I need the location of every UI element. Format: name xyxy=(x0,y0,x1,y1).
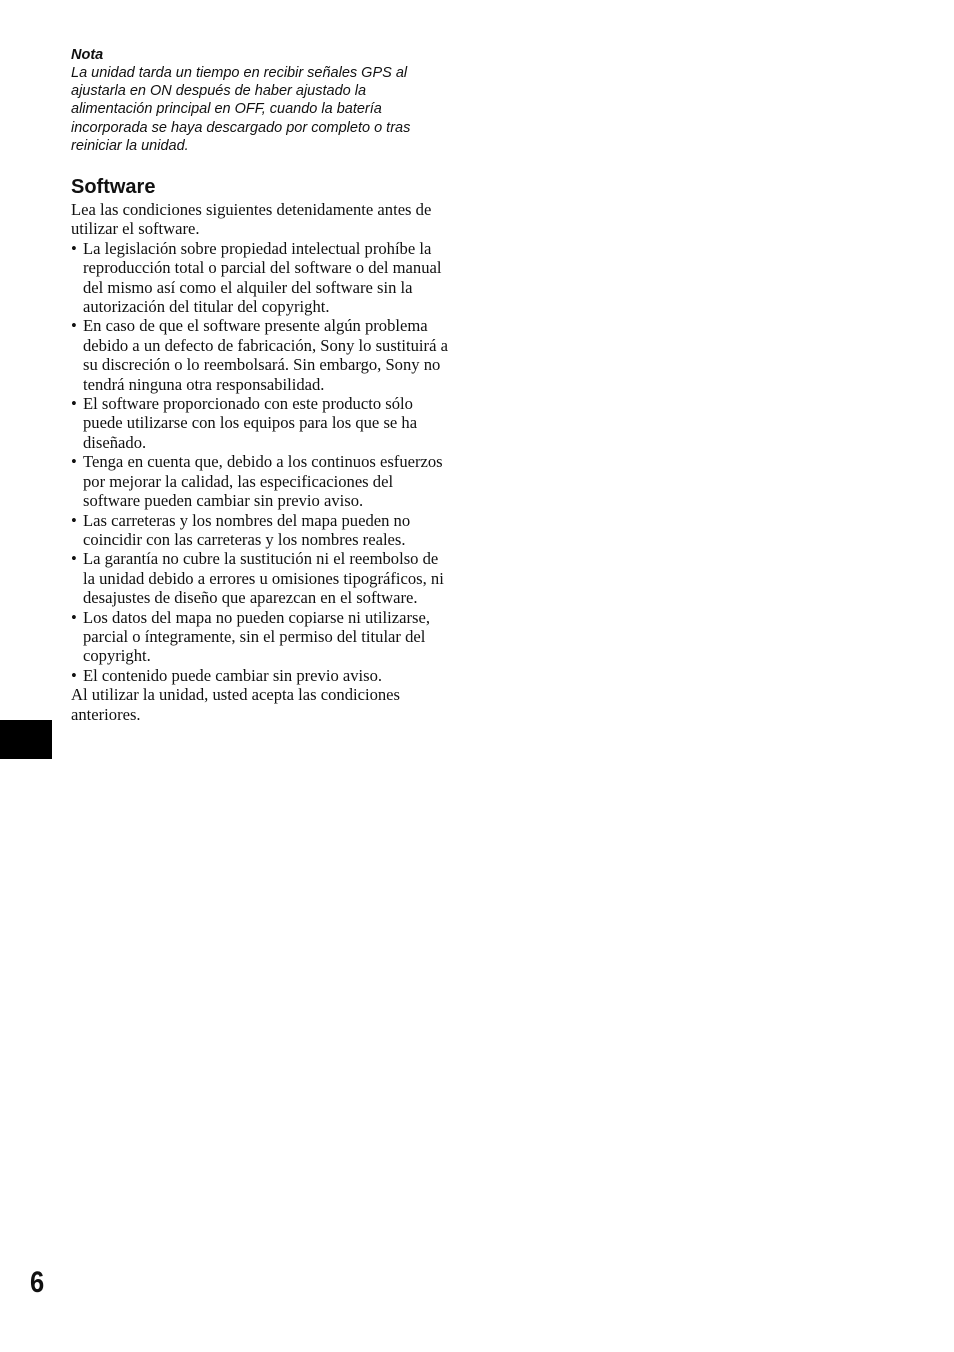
list-item xyxy=(71,394,451,452)
bullet-icon: • xyxy=(71,607,77,627)
main-column xyxy=(71,46,451,724)
list-item-text: En caso de que el software presente algún problema debido a un defecto de fabricación, Sony lo sustituirá a su discreción o lo reembolsará. Sin embargo, Sony no tendrá ninguna otra responsabilidad. xyxy=(83,316,448,394)
list-item-text: Los datos del mapa no pueden copiarse ni utilizarse, parcial o íntegramente, sin el permiso del titular del copyright. xyxy=(83,607,430,666)
bullet-icon: • xyxy=(71,452,77,472)
list-item xyxy=(71,666,451,685)
bullet-icon: • xyxy=(71,238,77,258)
list-item-text: El contenido puede cambiar sin previo aviso. xyxy=(83,665,383,685)
list-item xyxy=(71,549,451,607)
list-item-text: Tenga en cuenta que, debido a los continuos esfuerzos por mejorar la calidad, las especificaciones del software pueden cambiar sin previo aviso. xyxy=(83,452,443,511)
list-item xyxy=(71,608,451,666)
list-item-text: La garantía no cubre la sustitución ni el reembolso de la unidad debido a errores u omisiones tipográficos, ni desajustes de diseño que aparezcan en el software. xyxy=(83,549,444,608)
list-item xyxy=(71,239,451,317)
software-intro: Lea las condiciones siguientes detenidamente antes de utilizar el software. xyxy=(71,200,432,239)
page-number: 6 xyxy=(30,1266,45,1299)
bullet-icon: • xyxy=(71,510,77,530)
list-item xyxy=(71,316,451,394)
note-title: Nota xyxy=(71,47,104,63)
bullet-icon: • xyxy=(71,665,77,685)
list-item-text: Las carreteras y los nombres del mapa pueden no coincidir con las carreteras y los nombres reales. xyxy=(83,510,411,549)
software-conditions-list xyxy=(71,239,451,685)
list-item xyxy=(71,452,451,510)
bullet-icon: • xyxy=(71,316,77,336)
software-closing: Al utilizar la unidad, usted acepta las condiciones anteriores. xyxy=(71,685,400,724)
section-tab-marker xyxy=(0,720,52,759)
list-item-text: La legislación sobre propiedad intelectual prohíbe la reproducción total o parcial del software o del manual del mismo así como el alquiler del software sin la autorización del titular del copyright. xyxy=(83,238,442,317)
section-title-software: Software xyxy=(71,176,156,199)
bullet-icon: • xyxy=(71,549,77,569)
bullet-icon: • xyxy=(71,394,77,414)
list-item xyxy=(71,511,451,550)
list-item-text: El software proporcionado con este producto sólo puede utilizarse con los equipos para los que se ha diseñado. xyxy=(83,394,418,452)
note-text: La unidad tarda un tiempo en recibir señales GPS al ajustarla en ON después de haber ajustado la alimentación principal en OFF, cuando la batería incorporada se haya descargado por completo o tras reiniciar la unidad. xyxy=(71,65,411,154)
